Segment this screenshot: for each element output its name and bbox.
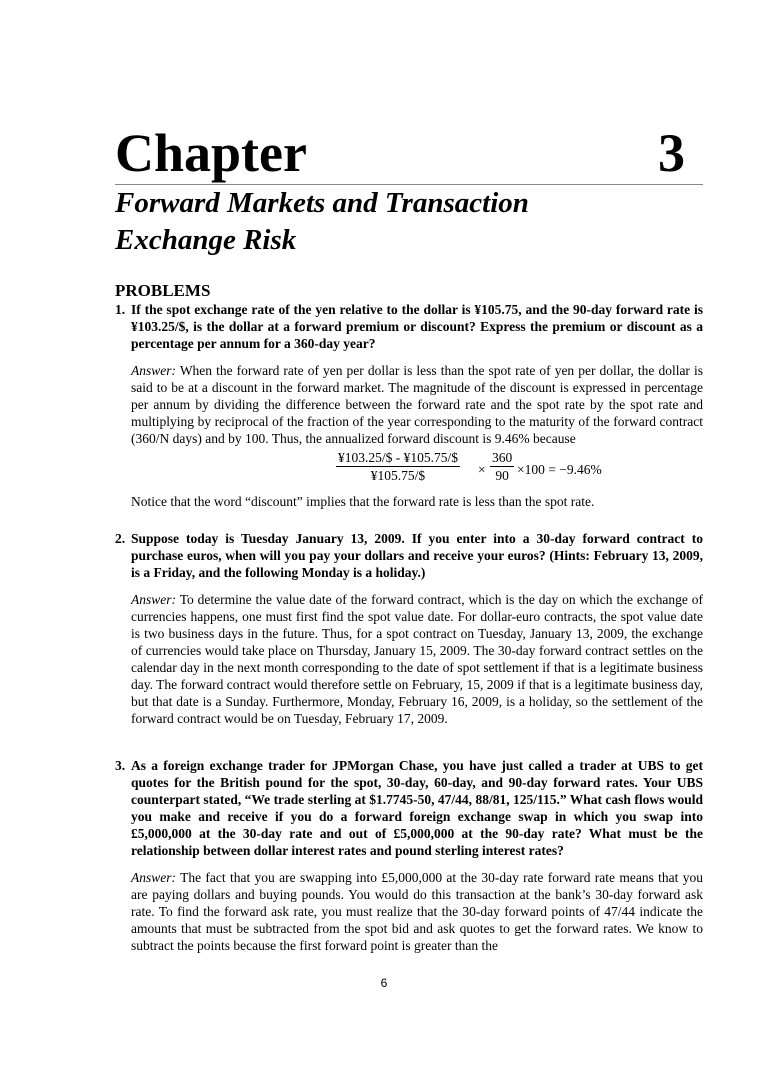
problem-question: Suppose today is Tuesday January 13, 2009. If you enter into a 30-day forward contract to purchase euros, when will you pay your dollars and receive your euros? (Hints: February 13, 2009, is a Friday, and the following Monday is a holiday.) [131,531,703,580]
answer-label: Answer: [131,592,176,607]
chapter-title-line-2: Exchange Risk [115,224,297,256]
problem-answer [131,362,703,510]
problem-1 [115,301,703,510]
fraction-period [490,449,514,484]
answer-note: Notice that the word “discount” implies that the forward rate is less than the spot rate. [131,494,595,509]
fraction-period-denominator: 90 [490,466,514,484]
problem-number: 1. [115,302,126,317]
chapter-number: 3 [658,123,685,183]
problem-question: If the spot exchange rate of the yen relative to the dollar is ¥105.75, and the 90-day forward rate is ¥103.25/$, is the dollar at a forward premium or discount? Express the premium or discount as a percentage per annum for a 360-day year? [131,302,703,351]
times-sign: × [478,462,486,477]
formula-result: ×100 = −9.46% [517,462,602,477]
answer-label: Answer: [131,363,176,378]
answer-text: To determine the value date of the forward contract, which is the day on which the exchange of currencies happens, one must first find the spot value date. For dollar-euro contracts, the spot value date is two business days in the future. Thus, for a spot contract on Tuesday, January 13, 2009, the exchange of currencies would take place on Thursday, January 15, 2009. The 30-day forward contract settles on the calendar day in the next month corresponding to the date of spot settlement if that is a legitimate business day. The forward contract would therefore settle on February, 15, 2009 if that is a legitimate business day, but that date is a Sunday. Furthermore, Monday, February 16, 2009, is a holiday, so the settlement of the forward contract would be on Tuesday, February 17, 2009. [131,592,704,726]
problem-question: As a foreign exchange trader for JPMorgan Chase, you have just called a trader at UBS to get quotes for the British pound for the spot, 30-day, 60-day, and 90-day forward rates. Your UBS counterpart stated, “We trade sterling at $1.7745-50, 47/44, 88/81, 125/115.” What cash flows would you make and receive if you do a forward foreign exchange swap in which you swap into £5,000,000 at the 30-day rate and out of £5,000,000 at the 90-day rate? What must be the relationship between dollar interest rates and pound sterling interest rates? [131,758,703,858]
chapter-title-line-1: Forward Markets and Transaction [115,187,529,219]
answer-label: Answer: [131,870,176,885]
section-title: PROBLEMS [115,281,211,300]
fraction-rate-numerator: ¥103.25/$ - ¥105.75/$ [338,450,458,465]
forward-discount-formula [131,449,703,489]
problem-answer [131,591,703,727]
chapter-header [115,122,703,185]
problem-3 [115,757,703,954]
fraction-rate-denominator: ¥105.75/$ [336,466,460,484]
problem-2 [115,530,703,727]
fraction-period-numerator: 360 [492,450,513,465]
problem-number: 2. [115,531,126,546]
fraction-rate [336,449,460,484]
page-number: 6 [380,976,388,990]
chapter-label: Chapter [115,123,307,183]
answer-text: When the forward rate of yen per dollar is less than the spot rate of yen per dollar, the dollar is said to be at a discount in the forward market. The magnitude of the discount is expressed in percentage per annum by dividing the difference between the forward rate and the spot rate by the spot rate and multiplying by reciprocal of the fraction of the year corresponding to the maturity of the forward contract (360/N days) and by 100. Thus, the annualized forward discount is 9.46% because [131,363,703,446]
answer-text: The fact that you are swapping into £5,000,000 at the 30-day rate forward rate means that you are paying dollars and buying pounds. You would do this transaction at the bank’s 30-day forward ask rate. To find the forward ask rate, you must realize that the 30-day forward points of 47/44 indicate the amounts that must be subtracted from the spot bid and ask quotes to get the forward rates. We know to subtract the points because the first forward point is greater than the [131,870,703,953]
problem-number: 3. [115,758,126,773]
chapter-title [115,185,703,259]
problem-answer [131,869,703,954]
